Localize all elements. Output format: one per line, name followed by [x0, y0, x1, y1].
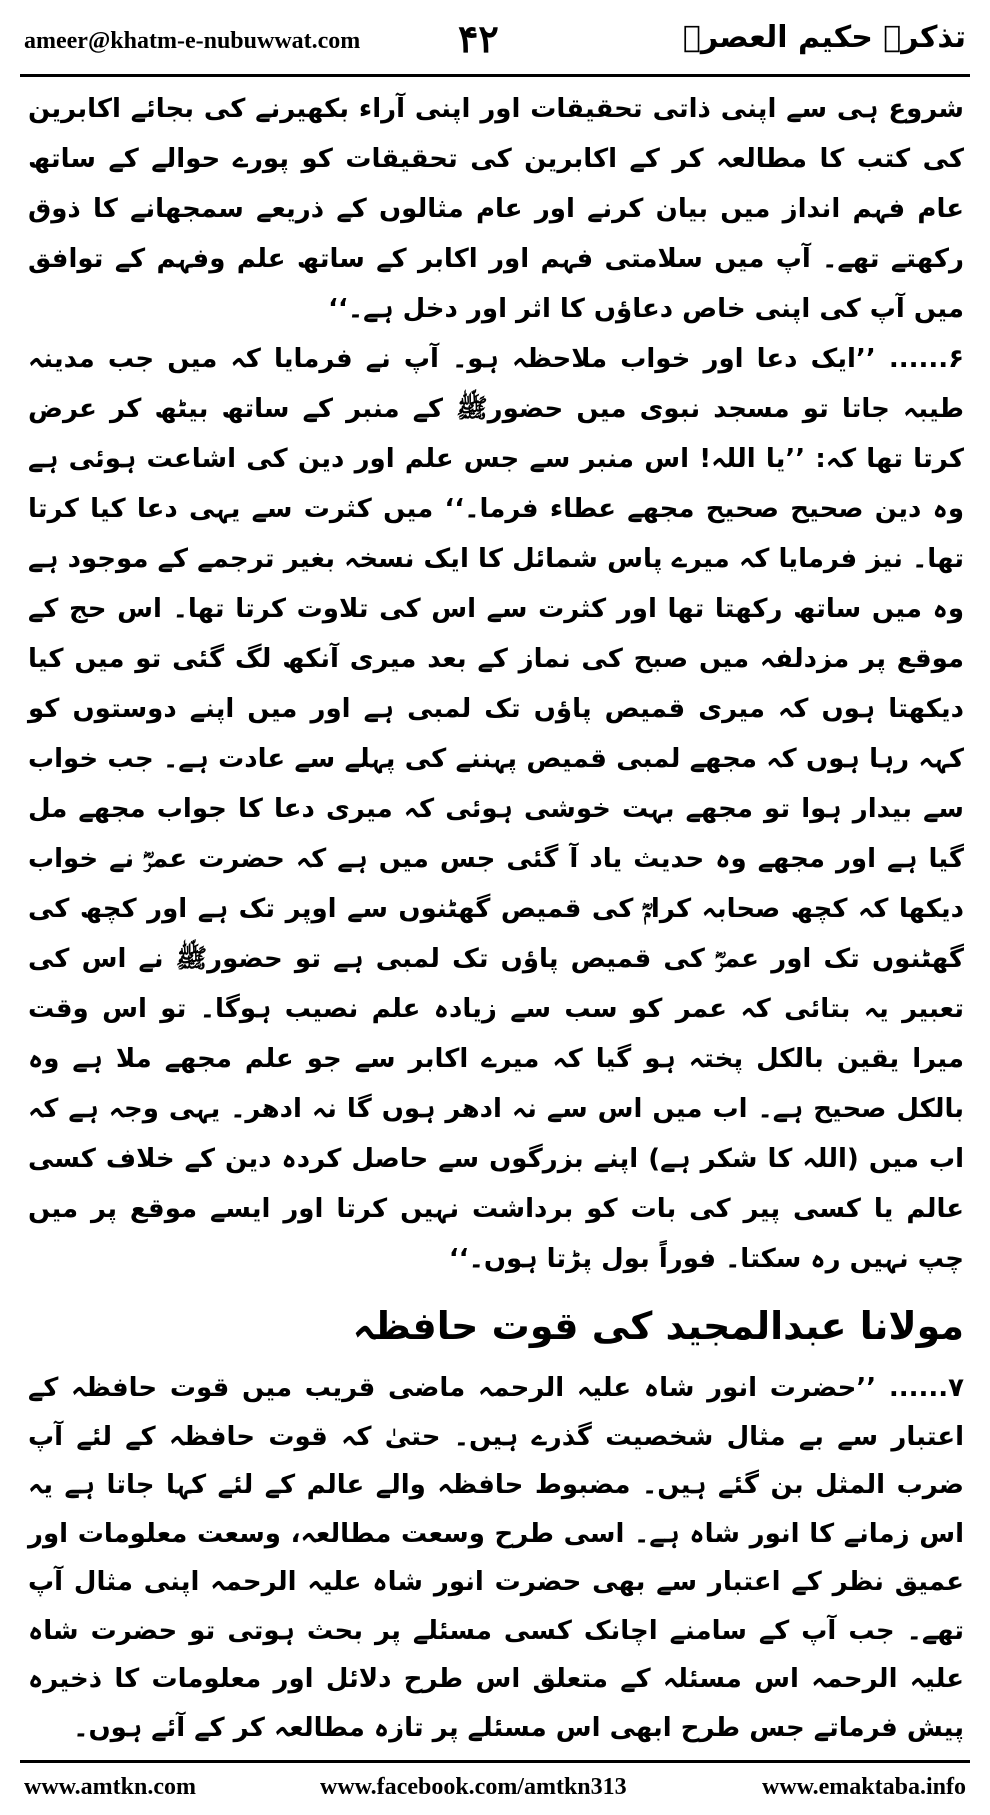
header-divider [20, 74, 970, 77]
header-email: ameer@khatm-e-nubuwwat.com [24, 28, 361, 54]
paragraph-intro: شروع ہی سے اپنی ذاتی تحقیقات اور اپنی آراء بکھیرنے کی بجائے اکابرین کی کتب کا مطالعہ کر کے اکابرین کی تحقیقات کو پورے حوالے کے ساتھ عام فہم انداز میں بیان کرنے اور عام مثالوں کے ذریعے سمجھانے کا ذوق رکھتے تھے۔ آپ میں سلامتی فہم اور اکابر کے ساتھ علم وفہم کے توافق میں آپ کی اپنی خاص دعاؤں کا اثر اور دخل ہے۔‘‘ [28, 94, 964, 324]
page-header [20, 14, 970, 66]
footer-link-emaktaba: www.emaktaba.info [761, 1774, 966, 1800]
footer-link-facebook: www.facebook.com/amtkn313 [320, 1774, 627, 1800]
paragraph-dream: ۶...... ’’ایک دعا اور خواب ملاحظہ ہو۔ آپ نے فرمایا کہ میں جب مدینہ طیبہ جاتا تو مسجد نبوی میں حضورﷺ کے منبر کے ساتھ بیٹھ کر عرض کرتا تھا کہ: ’’یا اللہ! اس منبر سے جس علم اور دین کی اشاعت ہوئی ہے وہ دین صحیح صحیح مجھے عطاء فرما۔‘‘ میں کثرت سے یہی دعا کیا کرتا تھا۔ نیز فرمایا کہ میرے پاس شمائل کا ایک نسخہ بغیر ترجمے کے موجود ہے وہ میں ساتھ رکھتا تھا اور کثرت سے اس کی تلاوت کرتا تھا۔ اس حج کے موقع پر مزدلفہ میں صبح کی نماز کے بعد میری آنکھ لگ گئی تو میں کیا دیکھتا ہوں کہ میری قمیص پاؤں تک لمبی ہے اور میں اپنے دوستوں کو کہہ رہا ہوں کہ مجھے لمبی قمیص پہننے کی پہلے سے عادت ہے۔ جب خواب سے بیدار ہوا تو مجھے بہت خوشی ہوئی کہ میری دعا کا جواب مجھے مل گیا ہے اور مجھے وہ حدیث یاد آ گئی جس میں ہے کہ حضرت عمرؓ نے خواب دیکھا کہ کچھ صحابہ کرامؓ کی قمیص گھٹنوں سے اوپر تک ہے اور کچھ کی گھٹنوں تک اور عمرؓ کی قمیص پاؤں تک لمبی ہے تو حضورﷺ نے اس کی تعبیر یہ بتائی کہ عمر کو سب سے زیادہ علم نصیب ہوگا۔ تو اس وقت میرا یقین بالکل پختہ ہو گیا کہ میرے اکابر سے جو علم مجھے ملا ہے وہ بالکل صحیح ہے۔ اب میں اس سے نہ ادھر ہوں گا نہ ادھر۔ یہی وجہ ہے کہ اب میں (اللہ کا شکر ہے) اپنے بزرگوں سے حاصل کردہ دین کے خلاف کسی عالم یا کسی پیر کی بات کو برداشت نہیں کرتا اور ایسے موقع پر میں چپ نہیں رہ سکتا۔ فوراً بول پڑتا ہوں۔‘‘ [28, 344, 964, 1274]
page-body [28, 84, 964, 1752]
book-title: تذکرہ حکیم العصرؒ [682, 20, 966, 55]
footer-link-amtkn: www.amtkn.com [24, 1774, 196, 1800]
paragraph-memory: ۷...... ’’حضرت انور شاہ علیہ الرحمہ ماضی قریب میں قوت حافظہ کے اعتبار سے بے مثال شخصیت گذرے ہیں۔ حتیٰ کہ قوت حافظہ کے لئے آپ ضرب المثل بن گئے ہیں۔ مضبوط حافظہ والے عالم کے لئے کہا جاتا ہے یہ اس زمانے کا انور شاہ ہے۔ اسی طرح وسعت مطالعہ، وسعت معلومات اور عمیق نظر کے اعتبار سے بھی حضرت انور شاہ علیہ الرحمہ اپنی مثال آپ تھے۔ جب آپ کے سامنے اچانک کسی مسئلے پر بحث ہوتی تو حضرت شاہ علیہ الرحمہ اس مسئلہ کے متعلق اس طرح دلائل اور معلومات کا ذخیرہ پیش فرماتے جس طرح ابھی اس مسئلے پر تازہ مطالعہ کر کے آئے ہوں۔ [28, 1373, 964, 1743]
page-footer [20, 1770, 970, 1806]
section-heading: مولانا عبدالمجید کی قوت حافظہ [352, 1304, 964, 1348]
footer-divider [20, 1760, 970, 1763]
page-number: ۴۲ [458, 16, 499, 61]
